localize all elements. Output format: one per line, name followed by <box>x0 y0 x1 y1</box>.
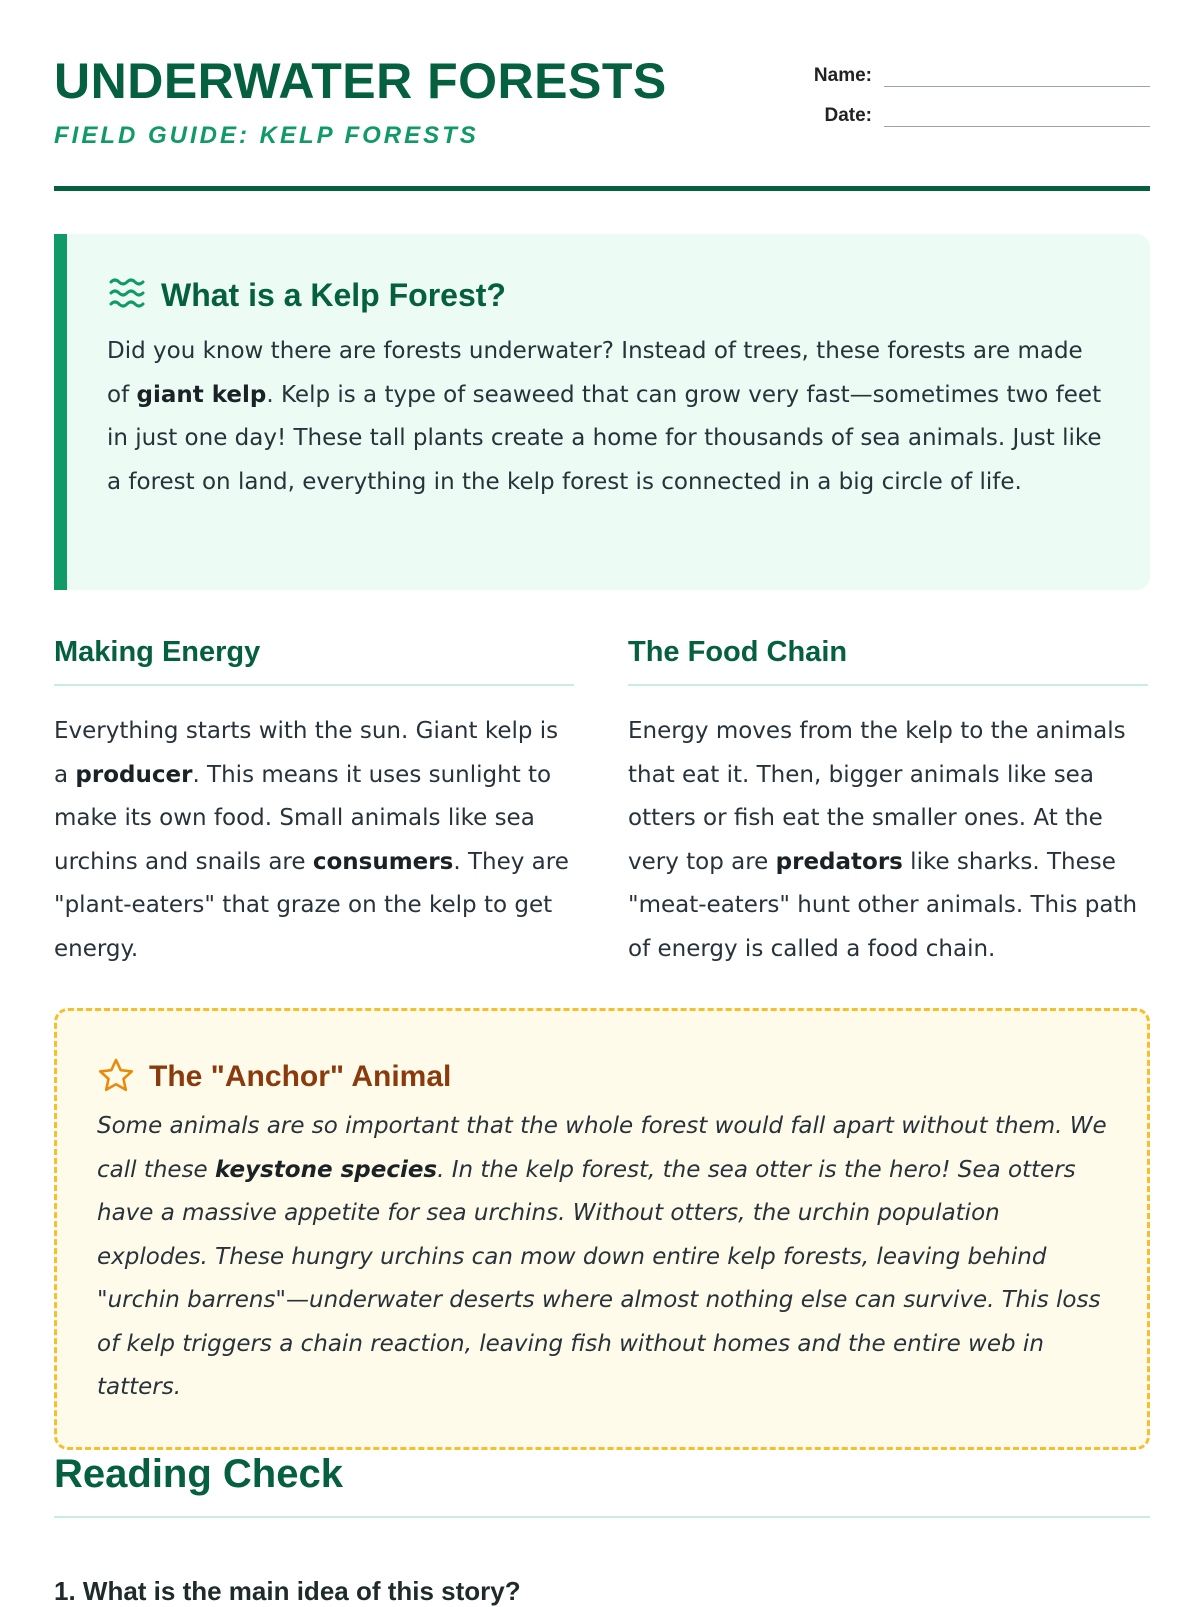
food-chain-section <box>628 636 1148 971</box>
intro-text-1: Did you know there are forests underwater? Instead of trees, these forests are made of <box>107 338 1083 408</box>
star-icon <box>97 1057 135 1097</box>
making-energy-paragraph <box>54 710 574 971</box>
name-label: Name: <box>813 65 872 86</box>
food-chain-text-2: like sharks. These "meat-eaters" hunt other animals. This path of energy is called a food chain. <box>628 848 1138 962</box>
name-line[interactable] <box>884 58 1150 87</box>
anchor-title: The "Anchor" Animal <box>149 1060 452 1093</box>
intro-heading <box>107 276 506 314</box>
reading-check-title: Reading Check <box>54 1452 343 1496</box>
reading-check-divider <box>54 1516 1150 1518</box>
waves-icon <box>107 276 147 314</box>
date-label: Date: <box>824 105 872 126</box>
making-energy-section <box>54 636 574 971</box>
date-field[interactable] <box>772 98 1150 127</box>
bold-predators: predators <box>775 848 903 875</box>
anchor-paragraph <box>97 1105 1107 1410</box>
food-chain-divider <box>628 684 1148 686</box>
bold-consumers: consumers <box>312 848 454 875</box>
making-energy-divider <box>54 684 574 686</box>
page-title: UNDERWATER FORESTS <box>54 53 667 109</box>
anchor-animal-box <box>54 1008 1150 1450</box>
intro-paragraph <box>107 330 1107 504</box>
header <box>54 0 1150 192</box>
making-energy-text-3: . They are "plant-eaters" that graze on the kelp to get energy. <box>54 848 569 962</box>
food-chain-text-1: Energy moves from the kelp to the animals that eat it. Then, bigger animals like sea otters or fish eat the smaller ones. At the very top are <box>628 718 1126 875</box>
worksheet-page <box>54 0 1150 1606</box>
intro-bold-giant-kelp: giant kelp <box>136 381 267 408</box>
intro-text-2: . Kelp is a type of seaweed that can grow very fast—sometimes two feet in just one day! These tall plants create a home for thousands of sea animals. Just like a forest on land, everything in the kelp forest is connected in a big circle of life. <box>107 381 1102 495</box>
question-1: 1. What is the main idea of this story? <box>54 1576 521 1606</box>
food-chain-heading: The Food Chain <box>628 636 848 668</box>
making-energy-heading: Making Energy <box>54 636 261 668</box>
intro-box <box>54 234 1150 590</box>
anchor-text-1: Some animals are so important that the whole forest would fall apart without them. We call these <box>97 1113 1107 1183</box>
making-energy-text-2: . This means it uses sunlight to make its own food. Small animals like sea urchins and snails are <box>54 761 552 875</box>
making-energy-text-1: Everything starts with the sun. Giant kelp is a <box>54 718 559 788</box>
bold-keystone-species: keystone species <box>215 1156 438 1183</box>
header-divider <box>54 186 1150 191</box>
name-field[interactable] <box>772 58 1150 87</box>
date-line[interactable] <box>884 98 1150 127</box>
anchor-heading <box>97 1057 451 1097</box>
intro-title: What is a Kelp Forest? <box>161 276 506 313</box>
food-chain-paragraph <box>628 710 1148 971</box>
bold-producer: producer <box>75 761 193 788</box>
page-subtitle: FIELD GUIDE: KELP FORESTS <box>54 122 479 149</box>
anchor-text-2: . In the kelp forest, the sea otter is the hero! Sea otters have a massive appetite for sea urchins. Without otters, the urchin population explodes. These hungry urchins can mow down entire kelp forests, leaving behind "urchin barrens"—underwater deserts where almost nothing else can survive. This loss of kelp triggers a chain reaction, leaving fish without homes and the entire web in tatters. <box>97 1156 1101 1400</box>
